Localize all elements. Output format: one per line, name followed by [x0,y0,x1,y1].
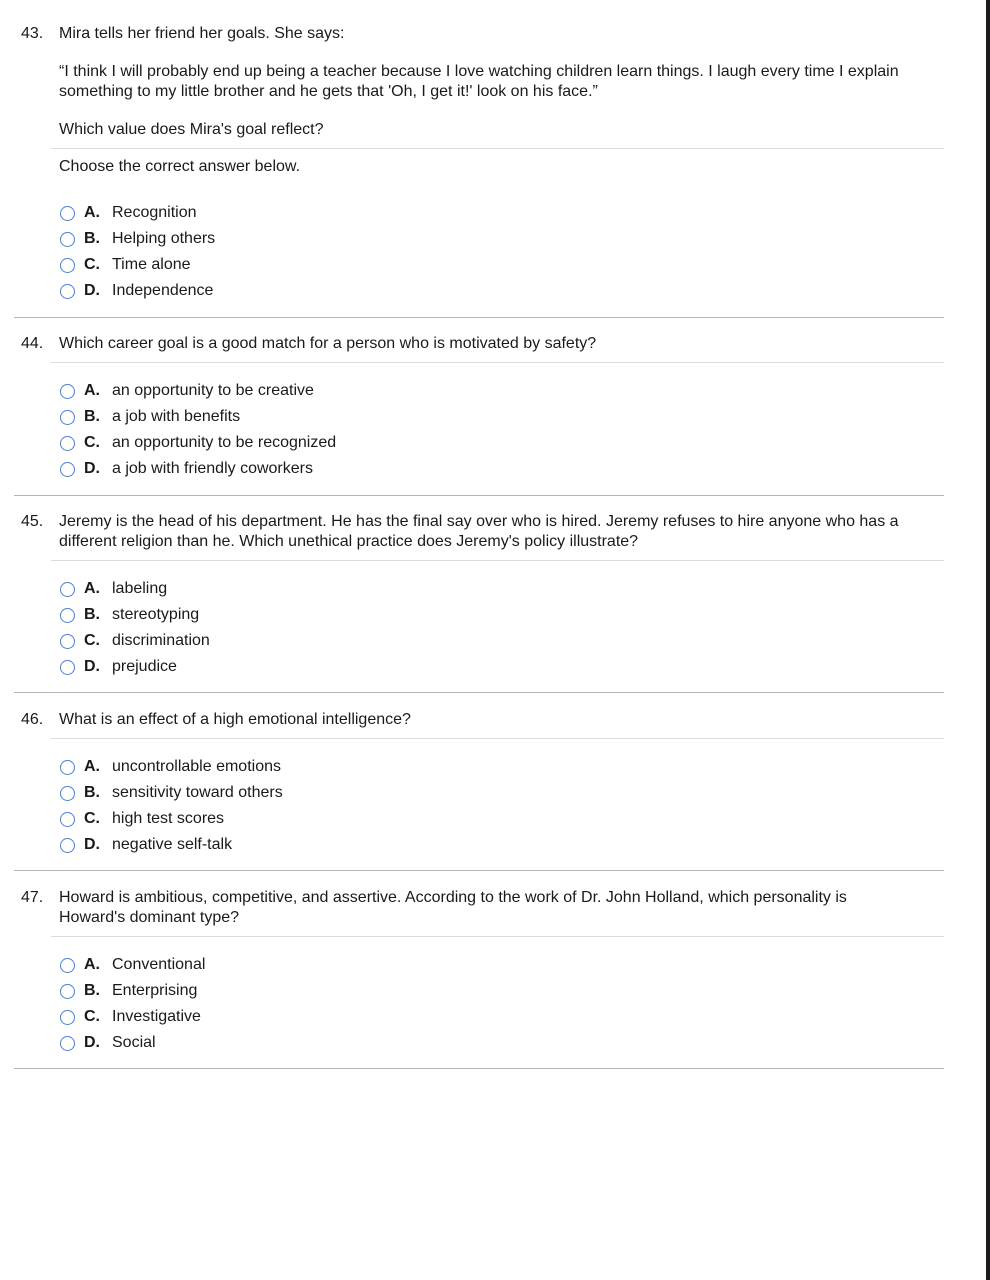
divider [51,362,944,363]
option-letter: C. [84,632,100,649]
option-letter: B. [84,606,100,623]
option-letter: B. [84,982,100,999]
option-letter: B. [84,230,100,247]
option-a[interactable] [60,579,167,599]
radio-button[interactable] [60,812,75,827]
option-letter: A. [84,382,100,399]
radio-button[interactable] [60,984,75,999]
radio-button[interactable] [60,608,75,623]
window-edge [986,0,990,1280]
radio-button[interactable] [60,436,75,451]
radio-button[interactable] [60,384,75,399]
radio-button[interactable] [60,582,75,597]
question-text: Howard is ambitious, competitive, and assertive. According to the work of Dr. John Holland, which personality is Howard's dominant type? [59,889,847,926]
option-letter: C. [84,810,100,827]
radio-button[interactable] [60,958,75,973]
option-label: Enterprising [112,982,198,999]
radio-button[interactable] [60,258,75,273]
question-number: 46. [21,711,44,728]
option-label: Time alone [112,256,191,273]
option-label: a job with benefits [112,408,241,425]
option-d[interactable] [60,1033,156,1053]
option-label: prejudice [112,658,177,675]
divider [51,560,944,561]
option-b[interactable] [60,407,240,427]
option-label: Conventional [112,956,206,973]
option-label: uncontrollable emotions [112,758,281,775]
option-a[interactable] [60,757,281,777]
option-label: an opportunity to be creative [112,382,314,399]
option-d[interactable] [60,281,213,301]
option-letter: A. [84,956,100,973]
option-d[interactable] [60,657,177,677]
question-separator [14,870,944,871]
option-label: Recognition [112,204,197,221]
question-text: Mira tells her friend her goals. She says: [59,25,345,42]
option-d[interactable] [60,459,313,479]
option-c[interactable] [60,1007,201,1027]
option-d[interactable] [60,835,232,855]
radio-button[interactable] [60,660,75,675]
question-prompt: Which value does Mira's goal reflect? [59,121,324,138]
option-letter: C. [84,1008,100,1025]
question-number: 43. [21,25,44,42]
option-letter: C. [84,434,100,451]
option-label: Independence [112,282,214,299]
option-c[interactable] [60,433,336,453]
divider [51,738,944,739]
radio-button[interactable] [60,1010,75,1025]
option-label: Social [112,1034,156,1051]
option-letter: D. [84,836,100,853]
option-a[interactable] [60,203,197,223]
option-label: a job with friendly coworkers [112,460,313,477]
option-label: high test scores [112,810,225,827]
option-label: stereotyping [112,606,200,623]
divider [51,148,944,149]
option-label: Investigative [112,1008,201,1025]
question-text: What is an effect of a high emotional intelligence? [59,711,411,728]
question-separator [14,495,944,496]
question-text: Jeremy is the head of his department. He has the final say over who is hired. Jeremy refuses to hire anyone who has a different religion than he. Which unethical practice does Jeremy's policy illustrate? [59,513,899,550]
option-a[interactable] [60,955,205,975]
question-separator [14,1068,944,1069]
option-letter: A. [84,758,100,775]
option-label: an opportunity to be recognized [112,434,337,451]
radio-button[interactable] [60,760,75,775]
divider [51,936,944,937]
radio-button[interactable] [60,1036,75,1051]
option-b[interactable] [60,783,283,803]
option-label: discrimination [112,632,210,649]
option-a[interactable] [60,381,314,401]
question-number: 47. [21,889,44,906]
option-letter: A. [84,580,100,597]
radio-button[interactable] [60,462,75,477]
radio-button[interactable] [60,838,75,853]
answer-instruction: Choose the correct answer below. [59,158,301,175]
option-b[interactable] [60,229,215,249]
option-b[interactable] [60,605,199,625]
option-letter: D. [84,658,100,675]
option-b[interactable] [60,981,197,1001]
option-label: sensitivity toward others [112,784,283,801]
question-number: 45. [21,513,44,530]
question-number: 44. [21,335,44,352]
option-label: labeling [112,580,168,597]
option-letter: D. [84,460,100,477]
question-quote: “I think I will probably end up being a teacher because I love watching children learn things. I laugh every time I explain something to my little brother and he gets that 'Oh, I get it!' look on his face.” [59,63,899,100]
option-label: negative self-talk [112,836,233,853]
radio-button[interactable] [60,634,75,649]
radio-button[interactable] [60,786,75,801]
question-separator [14,317,944,318]
question-text: Which career goal is a good match for a person who is motivated by safety? [59,335,597,352]
radio-button[interactable] [60,206,75,221]
option-letter: C. [84,256,100,273]
option-letter: A. [84,204,100,221]
option-c[interactable] [60,255,191,275]
option-letter: D. [84,1034,100,1051]
option-letter: B. [84,784,100,801]
radio-button[interactable] [60,410,75,425]
option-c[interactable] [60,809,224,829]
option-letter: D. [84,282,100,299]
radio-button[interactable] [60,232,75,247]
option-c[interactable] [60,631,210,651]
radio-button[interactable] [60,284,75,299]
option-letter: B. [84,408,100,425]
option-label: Helping others [112,230,216,247]
question-separator [14,692,944,693]
